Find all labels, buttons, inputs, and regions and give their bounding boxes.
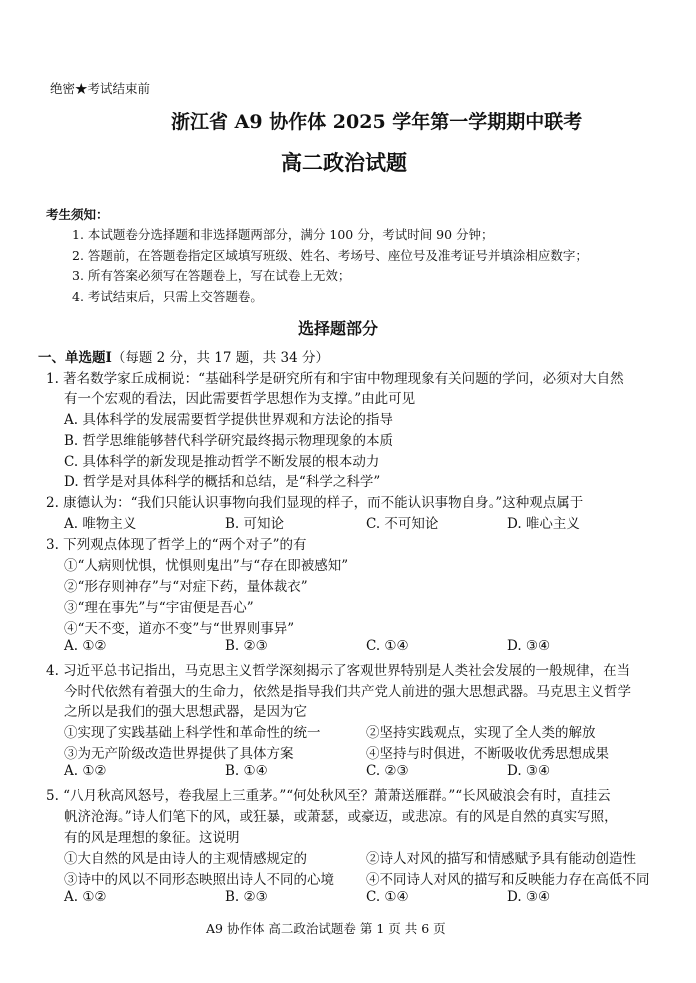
page-footer: A9 协作体 高二政治试题卷 第 1 页 共 6 页 [206, 921, 446, 936]
option-b: B. ①④ [225, 763, 268, 779]
option-c: C. ①④ [366, 889, 409, 905]
option-b: B. 可知论 [225, 516, 285, 532]
question-stem: 有一个宏观的看法，因此需要哲学思想作为支撑。”由此可见 [64, 391, 416, 407]
question-stem: 2. 康德认为：“我们只能认识事物向我们显现的样子，而不能认识事物自身。”这种观点属于 [46, 495, 584, 511]
option-c: C. ①④ [366, 638, 409, 654]
option-c: C. 具体科学的新发现是推动哲学不断发展的根本动力 [64, 454, 380, 470]
option-d: D. ③④ [507, 763, 551, 779]
statement-item: ③“理在事先”与“宇宙便是吾心” [64, 600, 254, 616]
statement-item: ④“天不变，道亦不变”与“世界则事异” [64, 621, 295, 637]
option-d: D. 唯心主义 [507, 516, 580, 532]
notice-item: 2. 答题前，在答题卷指定区域填写班级、姓名、考场号、座位号及准考证号并填涂相应数字； [72, 248, 588, 263]
statement-item: ②坚持实践观点，实现了全人类的解放 [366, 725, 596, 741]
option-c: C. ②③ [366, 763, 409, 779]
notice-item: 3. 所有答案必须写在答题卷上，写在试卷上无效； [72, 268, 351, 283]
part-heading-label: 一、单选题Ⅰ [38, 350, 112, 366]
exam-title: 浙江省 A9 协作体 2025 学年第一学期期中联考 [171, 111, 583, 133]
statement-item: ③诗中的风以不同形态映照出诗人不同的心境 [64, 872, 334, 888]
question-stem: 帆济沧海。”诗人们笔下的风，或狂暴，或萧瑟，或豪迈，或悲凉。有的风是自然的真实写照， [64, 809, 618, 825]
question-stem: 今时代依然有着强大的生命力，依然是指导我们共产党人前进的强大思想武器。马克思主义哲学 [64, 684, 631, 700]
statement-item: ②诗人对风的描写和情感赋予具有能动创造性 [366, 851, 636, 867]
section-title: 选择题部分 [298, 319, 379, 338]
notice-heading: 考生须知： [46, 207, 109, 222]
statement-item: ①“人病则忧惧，忧惧则鬼出”与“存在即被感知” [64, 558, 349, 574]
question-stem: 5. “八月秋高风怒号，卷我屋上三重茅。”“何处秋风至？萧萧送雁群。”“长风破浪会有时，直挂云 [46, 788, 611, 804]
statement-item: ③为无产阶级改造世界提供了具体方案 [64, 746, 294, 762]
option-d: D. 哲学是对具体科学的概括和总结，是“科学之科学” [64, 474, 381, 490]
option-d: D. ③④ [507, 889, 551, 905]
option-a: A. 具体科学的发展需要哲学提供世界观和方法论的指导 [64, 412, 393, 428]
exam-subtitle: 高二政治试题 [281, 150, 407, 175]
option-a: A. ①② [64, 889, 107, 905]
notice-item: 4. 考试结束后，只需上交答题卷。 [72, 289, 263, 304]
option-b: B. ②③ [225, 889, 268, 905]
option-c: C. 不可知论 [366, 516, 439, 532]
question-stem: 3. 下列观点体现了哲学上的“两个对子”的有 [46, 537, 307, 553]
statement-item: ④坚持与时俱进，不断吸收优秀思想成果 [366, 746, 609, 762]
notice-item: 1. 本试题卷分选择题和非选择题两部分，满分 100 分，考试时间 90 分钟； [72, 227, 494, 242]
question-stem: 之所以是我们的强大思想武器，是因为它 [64, 704, 307, 720]
option-b: B. ②③ [225, 638, 268, 654]
statement-item: ①大自然的风是由诗人的主观情感规定的 [64, 851, 307, 867]
confidential-label: 绝密★考试结束前 [50, 81, 151, 96]
option-b: B. 哲学思维能够替代科学研究最终揭示物理现象的本质 [64, 433, 394, 449]
statement-item: ④不同诗人对风的描写和反映能力存在高低不同 [366, 872, 650, 888]
part-heading [38, 346, 329, 366]
option-a: A. ①② [64, 638, 107, 654]
question-stem: 4. 习近平总书记指出，马克思主义哲学深刻揭示了客观世界特别是人类社会发展的一般规律，在当 [46, 663, 631, 679]
part-heading-note: （每题 2 分，共 17 题，共 34 分） [111, 350, 330, 366]
statement-item: ②“形存则神存”与“对症下药，量体裁衣” [64, 579, 308, 595]
statement-item: ①实现了实践基础上科学性和革命性的统一 [64, 725, 321, 741]
option-a: A. 唯物主义 [64, 516, 137, 532]
question-stem: 有的风是理想的象征。这说明 [64, 830, 240, 846]
option-d: D. ③④ [507, 638, 551, 654]
question-stem: 1. 著名数学家丘成桐说：“基础科学是研究所有和宇宙中物理现象有关问题的学问，必须对大自然 [46, 371, 624, 387]
option-a: A. ①② [64, 763, 107, 779]
